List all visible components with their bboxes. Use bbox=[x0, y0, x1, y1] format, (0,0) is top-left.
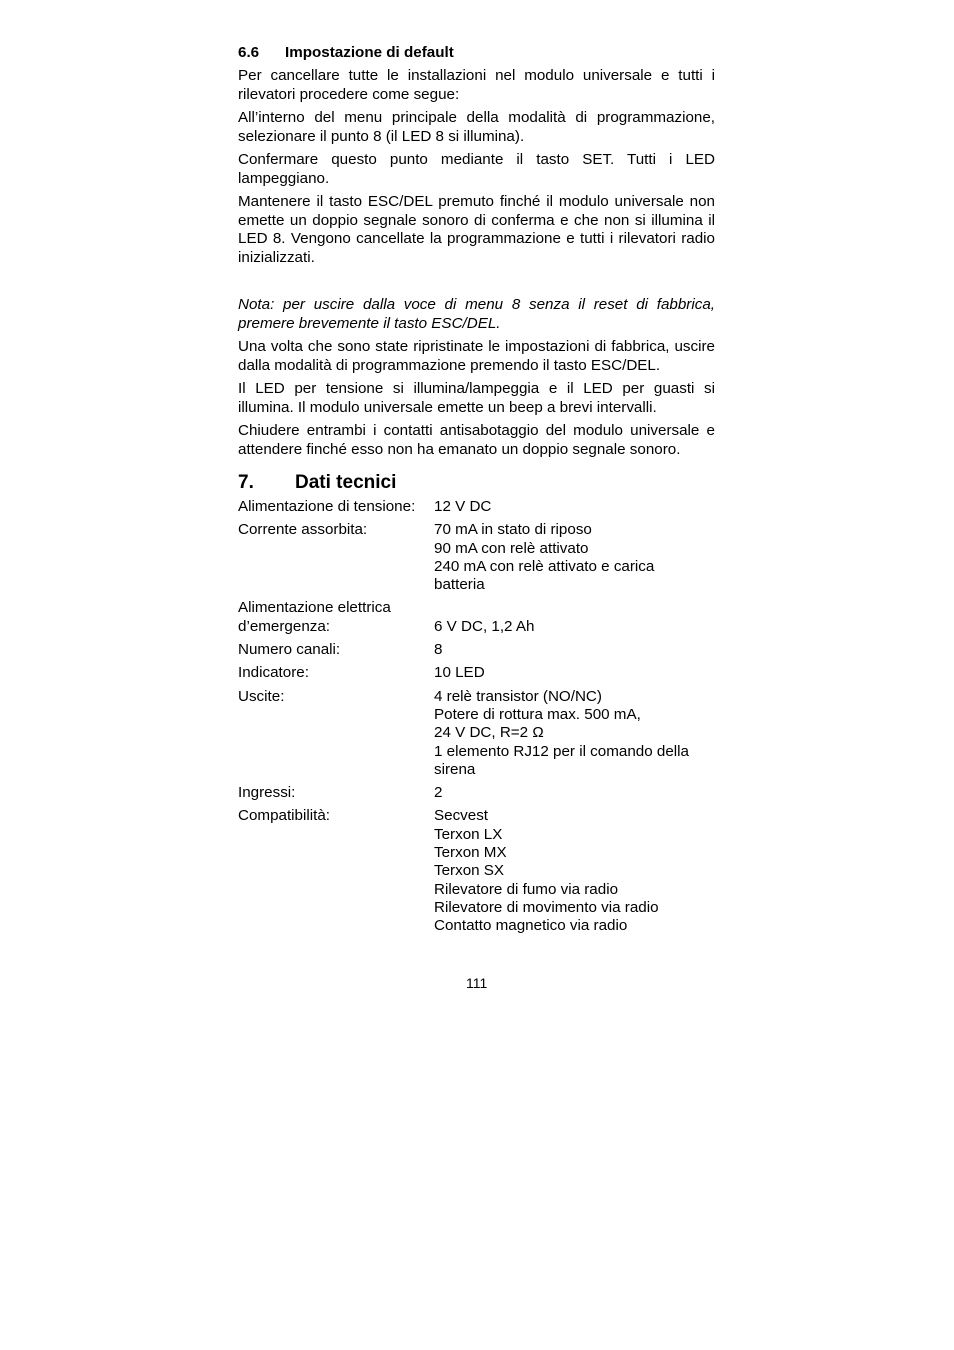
spec-row bbox=[238, 688, 715, 779]
spec-value-line: 70 mA in stato di riposo bbox=[434, 521, 592, 539]
spec-row bbox=[238, 664, 715, 682]
spec-value-line: Terxon MX bbox=[434, 844, 507, 862]
section-heading-7 bbox=[238, 472, 715, 494]
spec-label bbox=[238, 784, 434, 802]
page-number: 111 bbox=[466, 975, 488, 991]
spec-label-line: Compatibilità: bbox=[238, 807, 331, 825]
spec-label-line: Numero canali: bbox=[238, 641, 341, 659]
paragraph: Il LED per tensione si illumina/lampeggia e il LED per guasti si illumina. Il modulo universale emette un beep a brevi intervalli. bbox=[238, 380, 715, 416]
paragraph: Per cancellare tutte le installazioni nel modulo universale e tutti i rilevatori procedere come segue: bbox=[238, 67, 715, 103]
section-number: 6.6 bbox=[238, 44, 260, 61]
document-page bbox=[238, 44, 715, 941]
spec-values bbox=[434, 664, 715, 682]
spec-label bbox=[238, 521, 434, 594]
spec-label-line: Alimentazione elettrica bbox=[238, 599, 391, 617]
spec-values bbox=[434, 807, 715, 935]
spec-value-line: 24 V DC, R=2 Ω bbox=[434, 724, 544, 742]
section-number: 7. bbox=[238, 472, 254, 493]
section-title: Dati tecnici bbox=[295, 472, 397, 493]
spec-row bbox=[238, 498, 715, 516]
spec-value-line: 8 bbox=[434, 641, 443, 659]
spec-value-line: 4 relè transistor (NO/NC) bbox=[434, 687, 602, 705]
spec-row bbox=[238, 641, 715, 659]
spec-label bbox=[238, 599, 434, 636]
spec-value-line: 2 bbox=[434, 784, 443, 802]
spec-label-line: Ingressi: bbox=[238, 784, 296, 802]
spec-value-line: batteria bbox=[434, 576, 485, 594]
paragraph: Chiudere entrambi i contatti antisabotaggio del modulo universale e attendere finché esso non ha emanato un doppio segnale sonoro. bbox=[238, 422, 715, 458]
spec-label-line: Alimentazione di tensione: bbox=[238, 498, 416, 515]
spec-row bbox=[238, 784, 715, 802]
spec-value-line: Contatto magnetico via radio bbox=[434, 917, 628, 935]
spec-row bbox=[238, 521, 715, 594]
spec-label bbox=[238, 498, 434, 516]
spec-row bbox=[238, 599, 715, 636]
spec-label-line: Corrente assorbita: bbox=[238, 521, 368, 539]
spec-value-line: 1 elemento RJ12 per il comando della bbox=[434, 742, 689, 760]
spec-value-line bbox=[434, 599, 715, 617]
spec-label bbox=[238, 664, 434, 682]
spec-label-line: d’emergenza: bbox=[238, 617, 331, 635]
spec-label bbox=[238, 641, 434, 659]
spec-value-line: 6 V DC, 1,2 Ah bbox=[434, 617, 535, 635]
spec-value-line: 90 mA con relè attivato bbox=[434, 539, 589, 557]
spec-value-line: sirena bbox=[434, 760, 476, 778]
spec-row bbox=[238, 807, 715, 935]
spec-value-line: Rilevatore di movimento via radio bbox=[434, 898, 659, 916]
spec-table bbox=[238, 498, 715, 936]
spec-value-line: Secvest bbox=[434, 807, 489, 825]
note-paragraph: Nota: per uscire dalla voce di menu 8 senza il reset di fabbrica, premere brevemente il tasto ESC/DEL. bbox=[238, 296, 715, 332]
spec-value-line: 12 V DC bbox=[434, 498, 492, 515]
paragraph: Una volta che sono state ripristinate le impostazioni di fabbrica, uscire dalla modalità di programmazione premendo il tasto ESC/DEL. bbox=[238, 338, 715, 374]
spec-values bbox=[434, 641, 715, 659]
spec-values bbox=[434, 521, 715, 594]
spec-label-line: Indicatore: bbox=[238, 664, 309, 682]
spec-values bbox=[434, 498, 715, 516]
paragraph: All’interno del menu principale della modalità di programmazione, selezionare il punto 8 (il LED 8 si illumina). bbox=[238, 109, 715, 145]
spec-value-line: 240 mA con relè attivato e carica bbox=[434, 557, 655, 575]
section-title: Impostazione di default bbox=[285, 44, 454, 61]
paragraph: Mantenere il tasto ESC/DEL premuto finché il modulo universale non emette un doppio segnale sonoro di conferma e che non si illumina il LED 8. Vengono cancellate la programmazione e tutti i rilevatori radio inizializzati. bbox=[238, 193, 715, 266]
paragraph: Confermare questo punto mediante il tasto SET. Tutti i LED lampeggiano. bbox=[238, 151, 715, 187]
spec-value-line: Rilevatore di fumo via radio bbox=[434, 880, 619, 898]
spec-value-line: 10 LED bbox=[434, 664, 485, 682]
spec-value-line: Terxon LX bbox=[434, 825, 503, 843]
spec-label bbox=[238, 807, 434, 935]
spec-label bbox=[238, 688, 434, 779]
spec-value-line: Potere di rottura max. 500 mA, bbox=[434, 705, 641, 723]
spec-value-line: Terxon SX bbox=[434, 862, 505, 880]
section-heading-6-6 bbox=[238, 44, 715, 62]
spec-values bbox=[434, 784, 715, 802]
spec-values bbox=[434, 688, 715, 779]
spec-values bbox=[434, 599, 715, 636]
spec-label-line: Uscite: bbox=[238, 687, 285, 705]
